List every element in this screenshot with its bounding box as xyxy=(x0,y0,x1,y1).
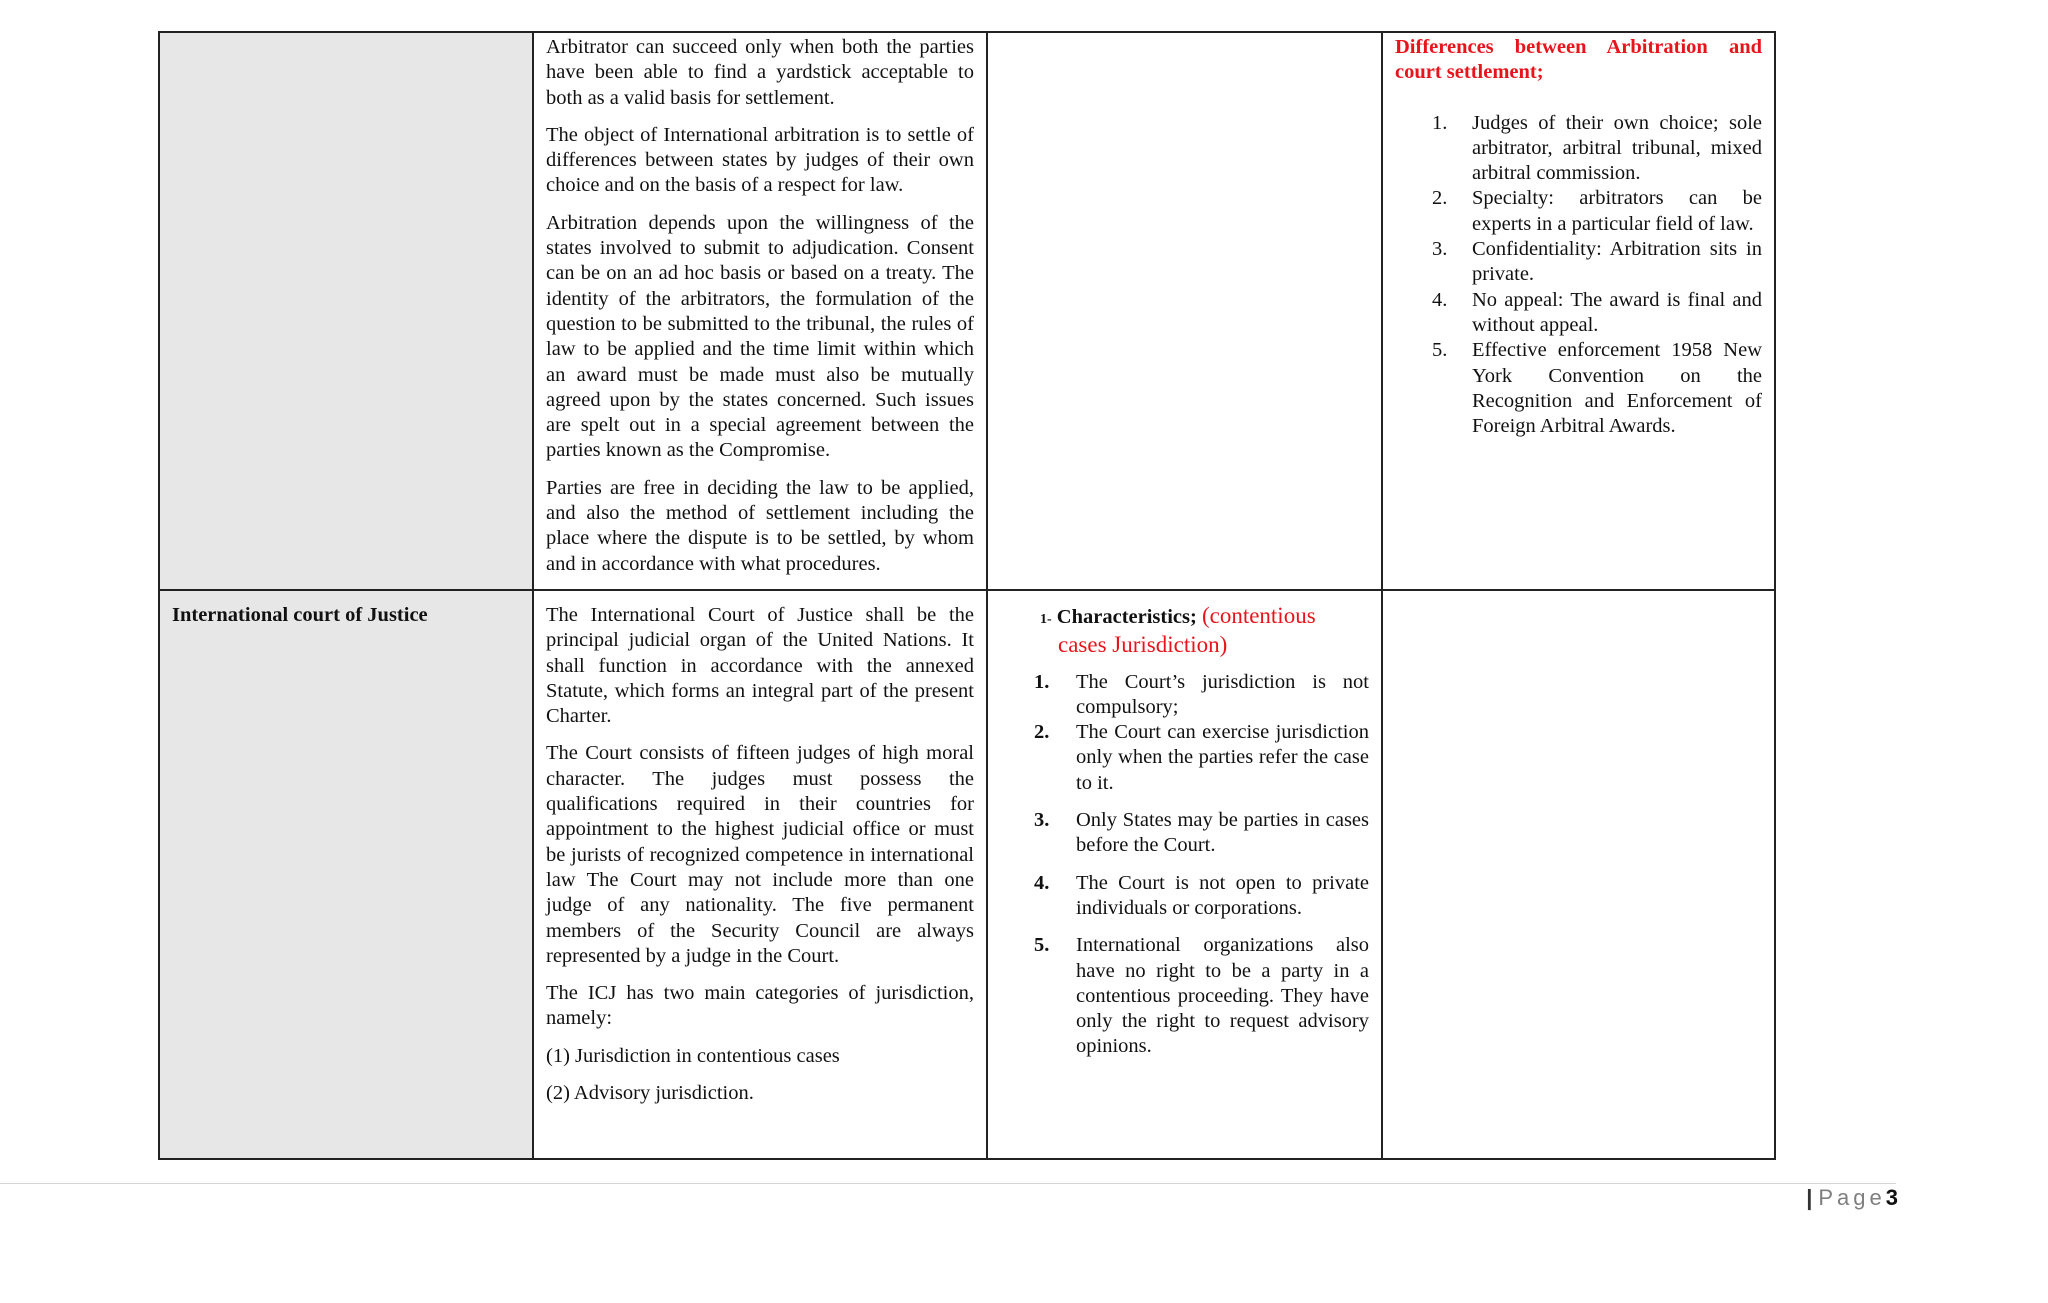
characteristics-list xyxy=(1000,670,1369,1060)
row2-topic-cell xyxy=(159,590,533,1159)
row2-characteristics-cell xyxy=(987,590,1382,1159)
differences-list xyxy=(1395,111,1762,440)
row1-topic-cell xyxy=(159,32,533,590)
row2-paragraph: The ICJ has two main categories of jurisdiction, namely: xyxy=(546,982,974,1030)
row2-differences-cell xyxy=(1382,590,1775,1159)
list-item: 5. Effective enforcement 1958 New York Convention on the Recognition and Enforcement of Foreign Arbitral Awards. xyxy=(1432,339,1762,438)
list-item: 1. Judges of their own choice; sole arbitrator, arbitral tribunal, mixed arbitral commission. xyxy=(1432,111,1762,185)
footer-divider xyxy=(0,1183,1896,1184)
list-item: 4. No appeal: The award is final and without appeal. xyxy=(1432,288,1762,336)
page-separator: | xyxy=(1806,1185,1819,1210)
row1-differences-cell xyxy=(1382,32,1775,590)
table-row-icj xyxy=(159,590,1775,1159)
row1-paragraph: Arbitrator can succeed only when both the parties have been able to find a yardstick acceptable to both as a valid basis for settlement. xyxy=(546,36,974,109)
row2-paragraph: The Court consists of fifteen judges of high moral character. The judges must possess the qualifications required in their countries for appointment to the highest judicial office or must be jurists of recognized competence in international law The Court may not include more than one judge of any nationality. The five permanent members of the Security Council are always represented by a judge in the Court. xyxy=(546,742,974,967)
list-item: 5. International organizations also have no right to be a party in a contentious proceeding. They have only the right to request advisory opinions. xyxy=(1034,934,1369,1058)
row1-paragraph: Parties are free in deciding the law to be applied, and also the method of settlement including the place where the dispute is to be settled, by whom and in accordance with what procedures. xyxy=(546,476,974,575)
row2-description-cell xyxy=(533,590,987,1159)
page-label: Page xyxy=(1818,1185,1886,1210)
table-row-arbitration xyxy=(159,32,1775,590)
differences-heading: Differences between Arbitration and court settlement; xyxy=(1395,36,1762,84)
list-item: 2. Specialty: arbitrators can be experts in a particular field of law. xyxy=(1432,187,1762,235)
row2-paragraph: (1) Jurisdiction in contentious cases xyxy=(546,1044,840,1067)
row2-paragraph: The International Court of Justice shall be the principal judicial organ of the United Nations. It shall function in accordance with the annexed Statute, which forms an integral part of the present Charter. xyxy=(546,604,974,728)
row1-description-cell xyxy=(533,32,987,590)
list-item: 1. The Court’s jurisdiction is not compulsory; xyxy=(1034,670,1369,718)
comparison-table xyxy=(158,31,1776,1160)
row1-paragraph: Arbitration depends upon the willingness of the states involved to submit to adjudication. Consent can be on an ad hoc basis or based on a treaty. The identity of the arbitrators, the formulation of the question to be submitted to the tribunal, the rules of law to be applied and the time limit within which an award must be made must also be mutually agreed upon by the states concerned. Such issues are spelt out in a special agreement between the parties known as the Compromise. xyxy=(546,211,974,462)
page-number xyxy=(1806,1185,1898,1211)
list-item: 3. Only States may be parties in cases before the Court. xyxy=(1034,809,1369,857)
row2-paragraph: (2) Advisory jurisdiction. xyxy=(546,1082,754,1105)
row1-characteristics-cell xyxy=(987,32,1382,590)
row2-topic: International court of Justice xyxy=(172,604,428,626)
row1-paragraph: The object of International arbitration is to settle of differences between states by judges of their own choice and on the basis of a respect for law. xyxy=(546,123,974,197)
page-number-value: 3 xyxy=(1885,1185,1898,1210)
list-item: 2. The Court can exercise jurisdiction only when the parties refer the case to it. xyxy=(1034,721,1369,794)
list-item: 4. The Court is not open to private individuals or corporations. xyxy=(1034,871,1369,919)
list-item: 3. Confidentiality: Arbitration sits in private. xyxy=(1432,238,1762,286)
characteristics-heading: 1- Characteristics; (contentious cases Jurisdiction) xyxy=(1040,603,1316,658)
